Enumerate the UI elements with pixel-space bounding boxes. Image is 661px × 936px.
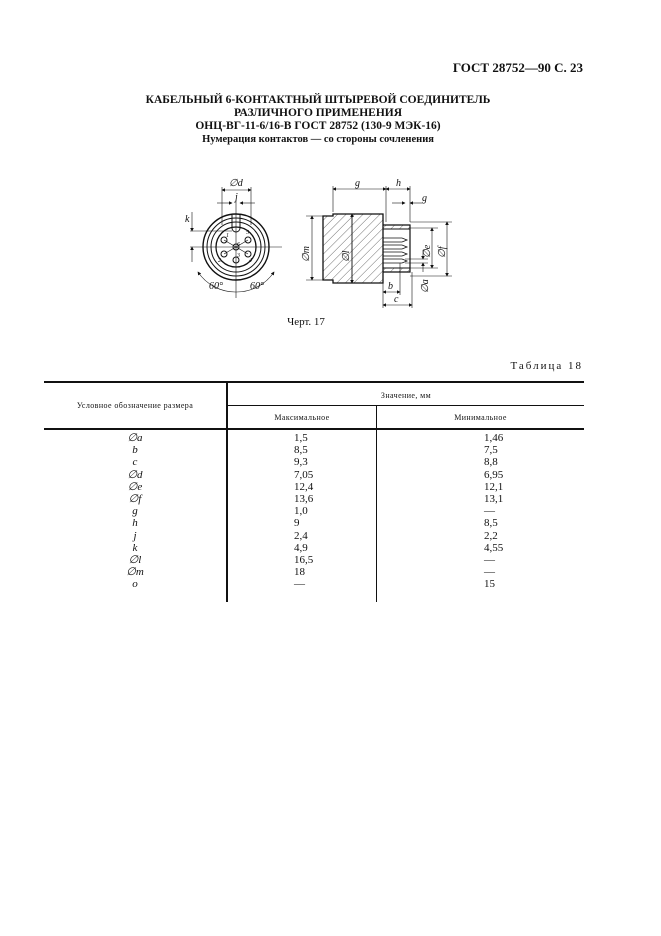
min-value: 8,8 — [484, 456, 498, 469]
label-d: ∅d — [229, 178, 243, 189]
table-top-rule — [44, 381, 584, 383]
label-e: ∅e — [422, 244, 433, 258]
dimension-symbol: c — [132, 456, 138, 469]
table-header-rule — [228, 405, 584, 406]
label-a: ∅a — [420, 279, 431, 293]
label-angle-1: 60° — [209, 281, 223, 292]
min-value: 1,46 — [484, 432, 504, 444]
max-value: 9,3 — [294, 456, 308, 469]
table-header-bottom-rule — [44, 428, 584, 430]
dimension-symbol: o — [132, 578, 138, 591]
contact-number: 3 — [237, 253, 240, 259]
dimension-symbol: ∅f — [128, 493, 142, 505]
table-row — [44, 456, 584, 468]
label-c: c — [394, 294, 399, 305]
min-value: 4,55 — [484, 541, 504, 554]
dimension-symbol: ∅m — [126, 566, 144, 579]
min-value: 2,2 — [484, 529, 498, 542]
table-row — [44, 432, 584, 444]
table-row — [44, 530, 584, 542]
contact-number: 1 — [226, 233, 229, 239]
min-value: — — [484, 566, 495, 579]
title-line-4: Нумерация контактов — со стороны сочленения — [202, 134, 434, 145]
dimension-symbol: h — [132, 517, 138, 530]
col-header-value: Значение, мм — [380, 391, 432, 400]
label-g: g — [355, 178, 360, 189]
table-row — [44, 578, 584, 590]
max-value: 8,5 — [294, 444, 308, 457]
dimension-symbol: k — [132, 541, 138, 554]
label-j: j — [235, 192, 238, 203]
col-header-designation: Условное обозначение размера — [76, 401, 194, 410]
label-g-small: g — [422, 193, 427, 204]
dimension-symbol: ∅l — [128, 554, 142, 566]
title-line-2: РАЗЛИЧНОГО ПРИМЕНЕНИЯ — [233, 107, 403, 119]
max-value: 1,0 — [294, 505, 308, 518]
max-value: 1,5 — [294, 432, 308, 444]
min-value: 15 — [484, 578, 495, 591]
min-value: 13,1 — [484, 493, 504, 505]
max-value: 13,6 — [294, 493, 314, 505]
label-m: ∅m — [301, 246, 312, 262]
label-k: k — [185, 214, 190, 225]
contact-number: 2 — [218, 258, 221, 264]
max-value: — — [294, 578, 305, 591]
col-header-min: Минимальное — [454, 413, 507, 422]
table-row — [44, 444, 584, 456]
contact-number: 6 — [237, 242, 240, 248]
max-value: 2,4 — [294, 529, 308, 542]
dimension-symbol: ∅a — [127, 432, 143, 444]
label-f: ∅f — [437, 246, 448, 258]
page-header: ГОСТ 28752—90 С. 23 — [452, 60, 583, 75]
table-row — [44, 542, 584, 554]
table-row — [44, 554, 584, 566]
label-angle-2: 60° — [250, 281, 264, 292]
table-caption: Таблица 18 — [510, 360, 583, 372]
label-l: ∅l — [341, 250, 352, 262]
min-value: — — [484, 554, 495, 566]
table-row — [44, 469, 584, 481]
table-row — [44, 505, 584, 517]
dimension-symbol: ∅d — [127, 468, 143, 481]
figure-caption: Черт. 17 — [287, 316, 325, 328]
connector-drawing — [0, 0, 661, 340]
max-value: 16,5 — [294, 554, 314, 566]
table-row — [44, 566, 584, 578]
col-header-max: Максимальное — [274, 413, 330, 422]
dimension-symbol: ∅e — [127, 480, 143, 493]
max-value: 18 — [294, 566, 305, 579]
title-line-3: ОНЦ-ВГ-11-6/16-В ГОСТ 28752 (130-9 МЭК-16) — [195, 120, 441, 132]
front-view — [190, 187, 282, 298]
min-value: 7,5 — [484, 444, 498, 457]
max-value: 12,4 — [294, 480, 314, 493]
table-row — [44, 517, 584, 529]
max-value: 4,9 — [294, 541, 308, 554]
dimension-symbol: j — [133, 529, 137, 542]
min-value: — — [484, 505, 495, 518]
contact-number: 5 — [246, 230, 249, 236]
table-row — [44, 493, 584, 505]
max-value: 7,05 — [294, 468, 314, 481]
label-b: b — [388, 281, 393, 292]
dimension-symbol: g — [132, 505, 138, 518]
contact-number: 4 — [249, 258, 252, 264]
min-value: 6,95 — [484, 468, 504, 481]
min-value: 12,1 — [484, 480, 504, 493]
max-value: 9 — [294, 517, 300, 530]
table-row — [44, 481, 584, 493]
title-line-1: КАБЕЛЬНЫЙ 6-КОНТАКТНЫЙ ШТЫРЕВОЙ СОЕДИНИТЕЛЬ — [145, 94, 491, 106]
label-h: h — [396, 178, 401, 189]
dimension-symbol: b — [132, 444, 138, 457]
min-value: 8,5 — [484, 517, 498, 530]
